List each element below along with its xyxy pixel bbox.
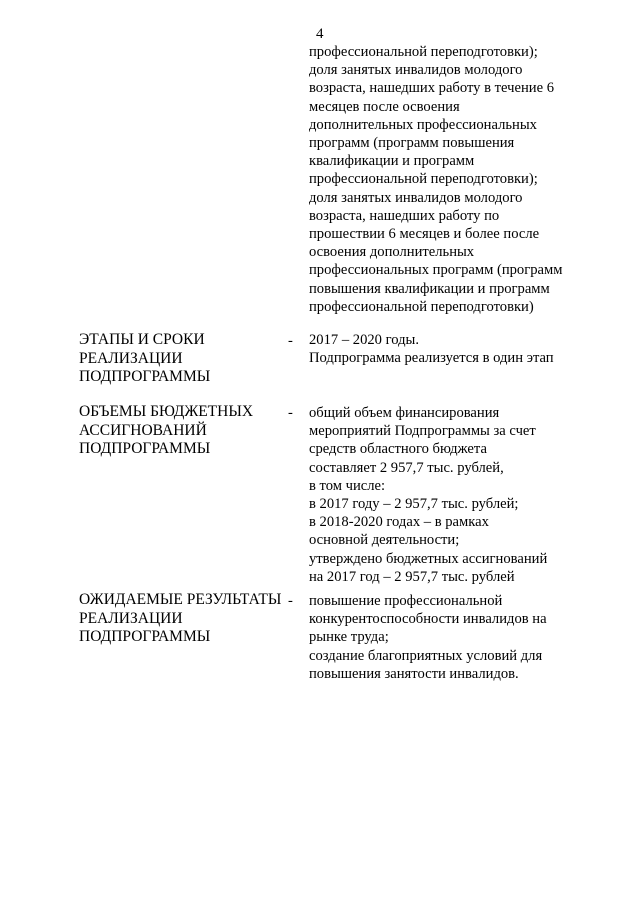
label-line: РЕАЛИЗАЦИИ	[79, 609, 183, 627]
page-number: 4	[316, 26, 324, 42]
value-line: 2017 – 2020 годы.	[309, 332, 419, 348]
text-line: квалификации и программ	[309, 153, 475, 170]
value-line: конкурентоспособности инвалидов на	[309, 611, 547, 628]
label-line: ПОДПРОГРАММЫ	[79, 628, 211, 645]
label-line: ОЖИДАЕМЫЕ РЕЗУЛЬТАТЫ	[79, 591, 282, 608]
value-line: мероприятий Подпрограммы за счет	[309, 423, 536, 440]
value-line: создание благоприятных условий для	[309, 647, 543, 664]
text-line: профессиональной переподготовки);	[309, 44, 538, 60]
value-line: повышение профессиональной	[309, 593, 503, 609]
value-line: рынке труда;	[309, 629, 389, 646]
value-line: Подпрограмма реализуется в один этап	[309, 350, 554, 367]
value-line: утверждено бюджетных ассигнований	[309, 550, 548, 567]
label-line: ПОДПРОГРАММЫ	[79, 440, 211, 457]
label-line: ЭТАПЫ И СРОКИ	[79, 331, 205, 348]
section-label-stages	[79, 331, 299, 387]
text-line: доля занятых инвалидов молодого	[309, 189, 523, 206]
value-line: повышения занятости инвалидов.	[309, 665, 519, 682]
label-line: АССИГНОВАНИЙ	[79, 421, 207, 439]
section-label-results	[79, 591, 299, 647]
value-line: в том числе:	[309, 477, 386, 494]
label-line: ОБЪЕМЫ БЮДЖЕТНЫХ	[79, 403, 254, 420]
label-line: ПОДПРОГРАММЫ	[79, 368, 211, 385]
label-line: РЕАЛИЗАЦИИ	[79, 349, 183, 367]
text-line: профессиональных программ (программ	[309, 262, 563, 279]
value-line: основной деятельности;	[309, 532, 460, 549]
text-line: программ (программ повышения	[309, 135, 515, 152]
text-line: прошествии 6 месяцев и более после	[309, 226, 540, 243]
section-label-budget	[79, 403, 299, 459]
value-line: в 2017 году – 2 957,7 тыс. рублей;	[309, 496, 519, 513]
section-value-results	[309, 592, 609, 683]
value-line: составляет 2 957,7 тыс. рублей,	[309, 459, 504, 476]
value-line: в 2018-2020 годах – в рамках	[309, 514, 489, 531]
section-dash: -	[288, 593, 293, 609]
section-dash: -	[288, 333, 293, 349]
text-line: освоения дополнительных	[309, 244, 475, 261]
continuation-indicators	[309, 43, 609, 316]
text-line: возраста, нашедших работу в течение 6	[309, 80, 554, 97]
section-value-budget	[309, 404, 609, 586]
value-line: общий объем финансирования	[309, 405, 500, 421]
value-line: средств областного бюджета	[309, 441, 487, 458]
text-line: возраста, нашедших работу по	[309, 207, 500, 224]
text-line: повышения квалификации и программ	[309, 280, 550, 297]
text-line: профессиональной переподготовки);	[309, 171, 538, 188]
section-dash: -	[288, 405, 293, 421]
text-line: месяцев после освоения	[309, 98, 460, 115]
section-value-stages	[309, 331, 609, 367]
text-line: доля занятых инвалидов молодого	[309, 62, 523, 79]
value-line: на 2017 год – 2 957,7 тыс. рублей	[309, 568, 515, 585]
text-line: профессиональной переподготовки)	[309, 298, 534, 315]
text-line: дополнительных профессиональных	[309, 116, 537, 133]
